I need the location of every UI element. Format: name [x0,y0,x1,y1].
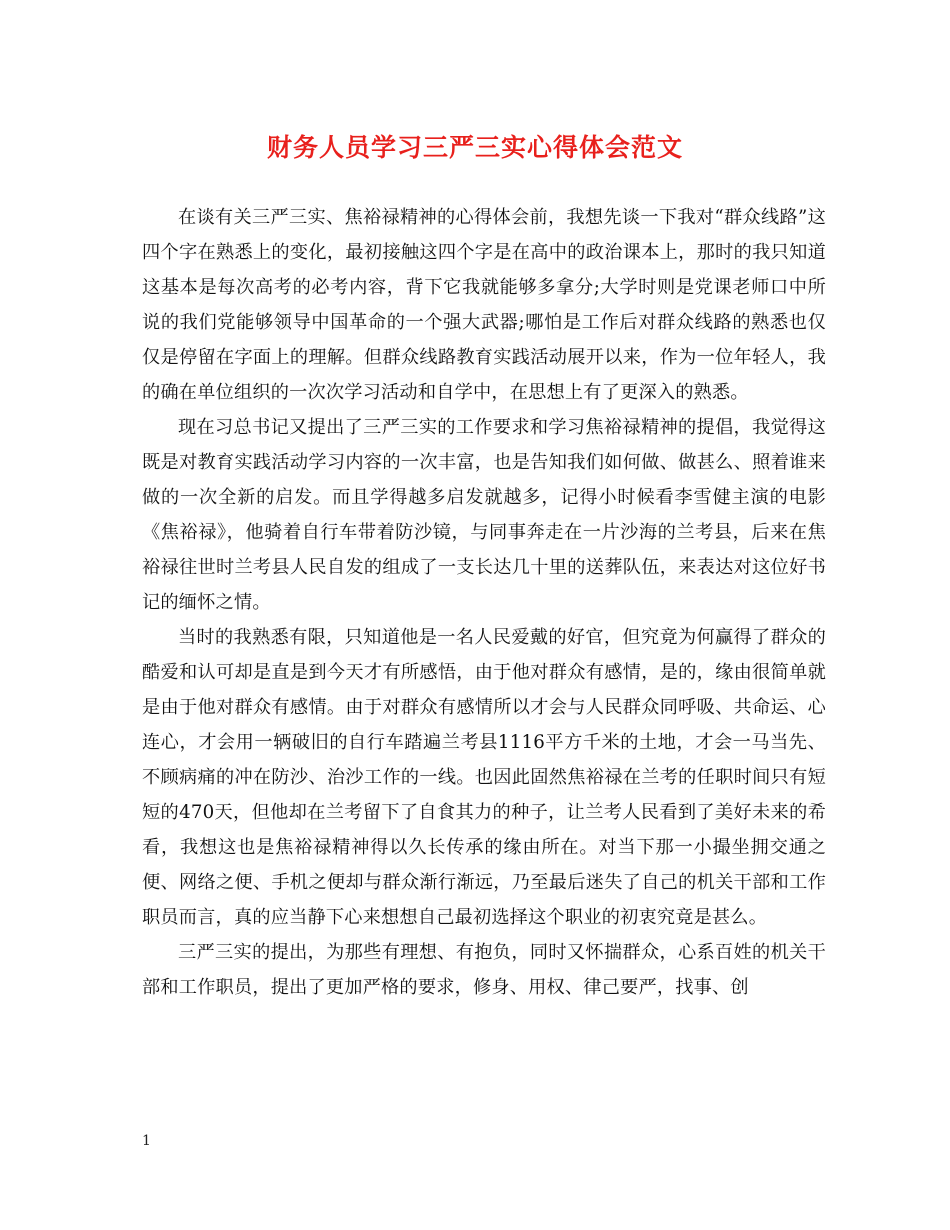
page-number: 1 [142,1133,151,1149]
paragraph-1: 在谈有关三严三实、焦裕禄精神的心得体会前，我想先谈一下我对“群众线路”这四个字在熟悉上的变化，最初接触这四个字是在高中的政治课本上，那时的我只知道这基本是每次高考的必考内容，背下它我就能够多拿分;大学时则是党课老师口中所说的我们党能够领导中国革命的一个强大武器;哪怕是工作后对群众线路的熟悉也仅仅是停留在字面上的理解。但群众线路教育实践活动展开以来，作为一位年轻人，我的确在单位组织的一次次学习活动和自学中，在思想上有了更深入的熟悉。 [142,207,826,403]
paragraph-3: 当时的我熟悉有限，只知道他是一名人民爱戴的好官，但究竟为何赢得了群众的酷爱和认可却是直是到今天才有所感悟，由于他对群众有感情，是的，缘由很简单就是由于他对群众有感情。由于对群众有感情所以才会与人民群众同呼吸、共命运、心连心，才会用一辆破旧的自行车踏遍兰考县1116平方千米的土地，才会一马当先、不顾病痛的冲在防沙、治沙工作的一线。也因此固然焦裕禄在兰考的任职时间只有短短的470天，但他却在兰考留下了自食其力的种子，让兰考人民看到了美好未来的希看，我想这也是焦裕禄精神得以久长传承的缘由所在。对当下那一小撮坐拥交通之便、网络之便、手机之便却与群众渐行渐远，乃至最后迷失了自己的机关干部和工作职员而言，真的应当静下心来想想自己最初选择这个职业的初衷究竟是甚么。 [142,627,826,928]
document-body [142,200,826,1005]
paragraph-2: 现在习总书记又提出了三严三实的工作要求和学习焦裕禄精神的提倡，我觉得这既是对教育实践活动学习内容的一次丰富，也是告知我们如何做、做甚么、照着谁来做的一次全新的启发。而且学得越多启发就越多，记得小时候看李雪健主演的电影《焦裕禄》，他骑着自行车带着防沙镜，与同事奔走在一片沙海的兰考县，后来在焦裕禄往世时兰考县人民自发的组成了一支长达几十里的送葬队伍，来表达对这位好书记的缅怀之情。 [142,417,826,613]
document-title: 财务人员学习三严三实心得体会范文 [266,133,683,162]
paragraph-4: 三严三实的提出，为那些有理想、有抱负，同时又怀揣群众，心系百姓的机关干部和工作职员，提出了更加严格的要求，修身、用权、律己要严，找事、创 [142,942,826,998]
